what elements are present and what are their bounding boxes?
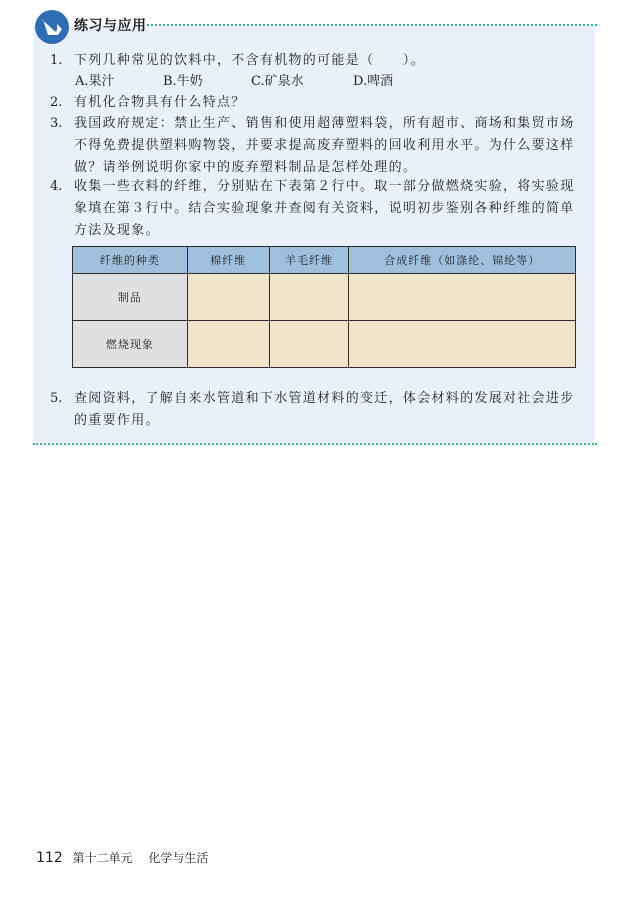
question-1-choices — [75, 72, 495, 92]
exercise-logo-icon — [34, 9, 70, 45]
question-number: 2. — [50, 95, 63, 110]
bottom-dotted-divider — [33, 443, 597, 445]
question-number: 5. — [50, 391, 63, 406]
table-row-label: 制品 — [73, 274, 188, 321]
table-cell — [269, 274, 349, 321]
table-row — [73, 274, 576, 321]
question-text: 我国政府规定：禁止生产、销售和使用超薄塑料袋，所有超市、商场和集贸市场不得免费提供塑料购物袋，并要求提高废弃塑料的回收利用水平。为什么要这样做？请举例说明你家中的废弃塑料制品是怎样处理的。 — [74, 116, 575, 175]
top-dotted-divider — [147, 24, 597, 26]
table-cell — [349, 274, 576, 321]
question-number: 4. — [50, 179, 63, 194]
choice-d: D.啤酒 — [353, 74, 394, 89]
table-cell — [349, 321, 576, 368]
table-header-cell: 合成纤维（如涤纶、锦纶等） — [349, 247, 576, 274]
table-cell — [269, 321, 349, 368]
question-text: 收集一些衣料的纤维，分别贴在下表第２行中。取一部分做燃烧实验，将实验现象填在第３行中。结合实验现象并查阅有关资料，说明初步鉴别各种纤维的简单方法及现象。 — [74, 179, 575, 238]
question-text: 下列几种常见的饮料中，不含有机物的可能是（ ）。 — [74, 53, 426, 68]
table-row-label: 燃烧现象 — [73, 321, 188, 368]
question-number: 1. — [50, 53, 63, 68]
table-header-row — [73, 247, 576, 274]
question-number: 3. — [50, 116, 63, 131]
table-header-cell: 棉纤维 — [187, 247, 269, 274]
question-text: 有机化合物具有什么特点？ — [74, 95, 246, 110]
section-title: 练习与应用 — [74, 18, 147, 34]
table-cell — [187, 274, 269, 321]
unit-label: 第十二单元 — [72, 851, 133, 865]
choice-c: C.矿泉水 — [251, 74, 304, 89]
table-cell — [187, 321, 269, 368]
table-header-cell: 羊毛纤维 — [269, 247, 349, 274]
page-number: 112 — [36, 850, 63, 866]
choice-a: A.果汁 — [75, 74, 115, 89]
question-text: 查阅资料，了解自来水管道和下水管道材料的变迁，体会材料的发展对社会进步的重要作用。 — [74, 391, 575, 428]
table-header-cell: 纤维的种类 — [73, 247, 188, 274]
unit-title: 化学与生活 — [148, 851, 209, 865]
fiber-table — [72, 246, 576, 368]
page-footer — [36, 849, 208, 866]
choice-b: B.牛奶 — [163, 74, 203, 89]
table-row — [73, 321, 576, 368]
